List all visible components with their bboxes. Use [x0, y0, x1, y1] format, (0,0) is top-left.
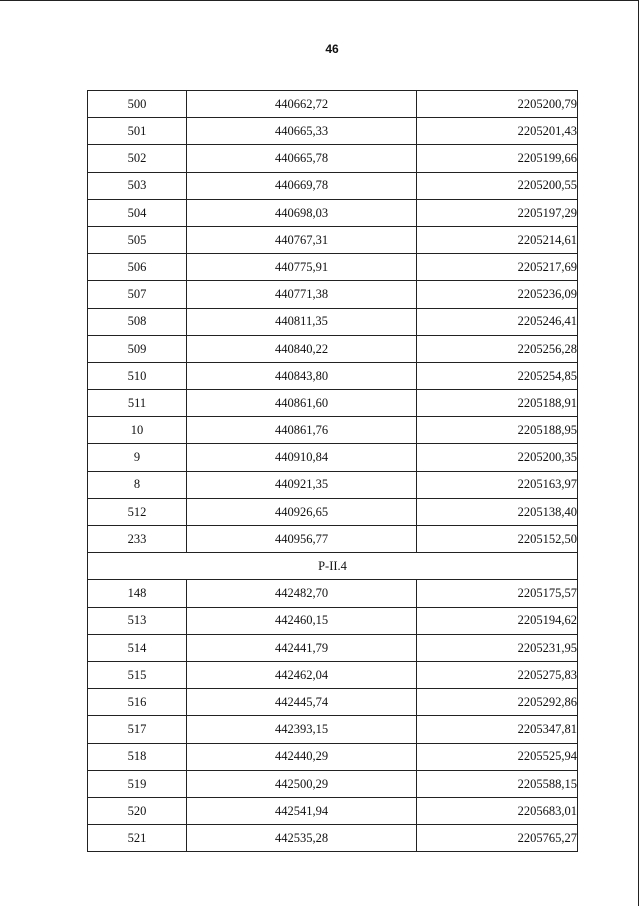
table-row [88, 797, 578, 824]
point-number-cell: 505 [88, 226, 187, 253]
table-row [88, 661, 578, 688]
x-coordinate-cell: 442500,29 [187, 770, 417, 797]
table-row [88, 689, 578, 716]
point-number-cell: 502 [88, 145, 187, 172]
y-coordinate-cell: 2205292,86 [417, 689, 578, 716]
point-number-cell: 512 [88, 498, 187, 525]
point-number-cell: 506 [88, 254, 187, 281]
y-coordinate-cell: 2205217,69 [417, 254, 578, 281]
table-row [88, 825, 578, 852]
point-number-cell: 501 [88, 118, 187, 145]
table-row [88, 444, 578, 471]
point-number-cell: 8 [88, 471, 187, 498]
point-number-cell: 509 [88, 335, 187, 362]
y-coordinate-cell: 2205683,01 [417, 797, 578, 824]
table-row [88, 526, 578, 553]
x-coordinate-cell: 440767,31 [187, 226, 417, 253]
y-coordinate-cell: 2205765,27 [417, 825, 578, 852]
x-coordinate-cell: 440662,72 [187, 91, 417, 118]
x-coordinate-cell: 442440,29 [187, 743, 417, 770]
y-coordinate-cell: 2205163,97 [417, 471, 578, 498]
table-row [88, 634, 578, 661]
y-coordinate-cell: 2205200,55 [417, 172, 578, 199]
x-coordinate-cell: 440811,35 [187, 308, 417, 335]
x-coordinate-cell: 442535,28 [187, 825, 417, 852]
table-row [88, 118, 578, 145]
y-coordinate-cell: 2205246,41 [417, 308, 578, 335]
x-coordinate-cell: 440956,77 [187, 526, 417, 553]
y-coordinate-cell: 2205236,09 [417, 281, 578, 308]
page-number: 46 [325, 42, 339, 56]
table-row [88, 145, 578, 172]
y-coordinate-cell: 2205201,43 [417, 118, 578, 145]
y-coordinate-cell: 2205194,62 [417, 607, 578, 634]
x-coordinate-cell: 440921,35 [187, 471, 417, 498]
table-row [88, 471, 578, 498]
table-row [88, 226, 578, 253]
x-coordinate-cell: 442460,15 [187, 607, 417, 634]
y-coordinate-cell: 2205588,15 [417, 770, 578, 797]
section-row [88, 553, 578, 580]
table-row [88, 254, 578, 281]
point-number-cell: 519 [88, 770, 187, 797]
point-number-cell: 510 [88, 362, 187, 389]
y-coordinate-cell: 2205197,29 [417, 199, 578, 226]
table-row [88, 743, 578, 770]
y-coordinate-cell: 2205275,83 [417, 661, 578, 688]
point-number-cell: 9 [88, 444, 187, 471]
x-coordinate-cell: 440840,22 [187, 335, 417, 362]
y-coordinate-cell: 2205231,95 [417, 634, 578, 661]
y-coordinate-cell: 2205214,61 [417, 226, 578, 253]
point-number-cell: 517 [88, 716, 187, 743]
table-row [88, 498, 578, 525]
x-coordinate-cell: 440861,76 [187, 417, 417, 444]
x-coordinate-cell: 440843,80 [187, 362, 417, 389]
table-row [88, 770, 578, 797]
point-number-cell: 504 [88, 199, 187, 226]
x-coordinate-cell: 440861,60 [187, 390, 417, 417]
table-row [88, 281, 578, 308]
point-number-cell: 511 [88, 390, 187, 417]
y-coordinate-cell: 2205188,91 [417, 390, 578, 417]
table-row [88, 199, 578, 226]
y-coordinate-cell: 2205200,35 [417, 444, 578, 471]
table-row [88, 362, 578, 389]
x-coordinate-cell: 440665,78 [187, 145, 417, 172]
x-coordinate-cell: 442541,94 [187, 797, 417, 824]
x-coordinate-cell: 442482,70 [187, 580, 417, 607]
point-number-cell: 513 [88, 607, 187, 634]
section-label: Р-II.4 [88, 553, 578, 580]
table-row [88, 91, 578, 118]
point-number-cell: 521 [88, 825, 187, 852]
point-number-cell: 503 [88, 172, 187, 199]
point-number-cell: 518 [88, 743, 187, 770]
x-coordinate-cell: 442445,74 [187, 689, 417, 716]
table-row [88, 335, 578, 362]
table-row [88, 580, 578, 607]
coordinates-table [87, 90, 578, 852]
y-coordinate-cell: 2205347,81 [417, 716, 578, 743]
y-coordinate-cell: 2205175,57 [417, 580, 578, 607]
x-coordinate-cell: 440771,38 [187, 281, 417, 308]
y-coordinate-cell: 2205254,85 [417, 362, 578, 389]
table-row [88, 308, 578, 335]
point-number-cell: 233 [88, 526, 187, 553]
x-coordinate-cell: 440669,78 [187, 172, 417, 199]
point-number-cell: 500 [88, 91, 187, 118]
x-coordinate-cell: 440775,91 [187, 254, 417, 281]
x-coordinate-cell: 442393,15 [187, 716, 417, 743]
y-coordinate-cell: 2205525,94 [417, 743, 578, 770]
x-coordinate-cell: 440665,33 [187, 118, 417, 145]
y-coordinate-cell: 2205152,50 [417, 526, 578, 553]
point-number-cell: 10 [88, 417, 187, 444]
point-number-cell: 514 [88, 634, 187, 661]
y-coordinate-cell: 2205256,28 [417, 335, 578, 362]
x-coordinate-cell: 442441,79 [187, 634, 417, 661]
table-row [88, 390, 578, 417]
point-number-cell: 507 [88, 281, 187, 308]
y-coordinate-cell: 2205138,40 [417, 498, 578, 525]
y-coordinate-cell: 2205199,66 [417, 145, 578, 172]
table-row [88, 716, 578, 743]
x-coordinate-cell: 442462,04 [187, 661, 417, 688]
point-number-cell: 520 [88, 797, 187, 824]
x-coordinate-cell: 440926,65 [187, 498, 417, 525]
y-coordinate-cell: 2205200,79 [417, 91, 578, 118]
x-coordinate-cell: 440698,03 [187, 199, 417, 226]
y-coordinate-cell: 2205188,95 [417, 417, 578, 444]
table-row [88, 417, 578, 444]
point-number-cell: 516 [88, 689, 187, 716]
coordinates-table-body [88, 91, 578, 852]
point-number-cell: 508 [88, 308, 187, 335]
point-number-cell: 148 [88, 580, 187, 607]
table-row [88, 607, 578, 634]
table-row [88, 172, 578, 199]
x-coordinate-cell: 440910,84 [187, 444, 417, 471]
point-number-cell: 515 [88, 661, 187, 688]
